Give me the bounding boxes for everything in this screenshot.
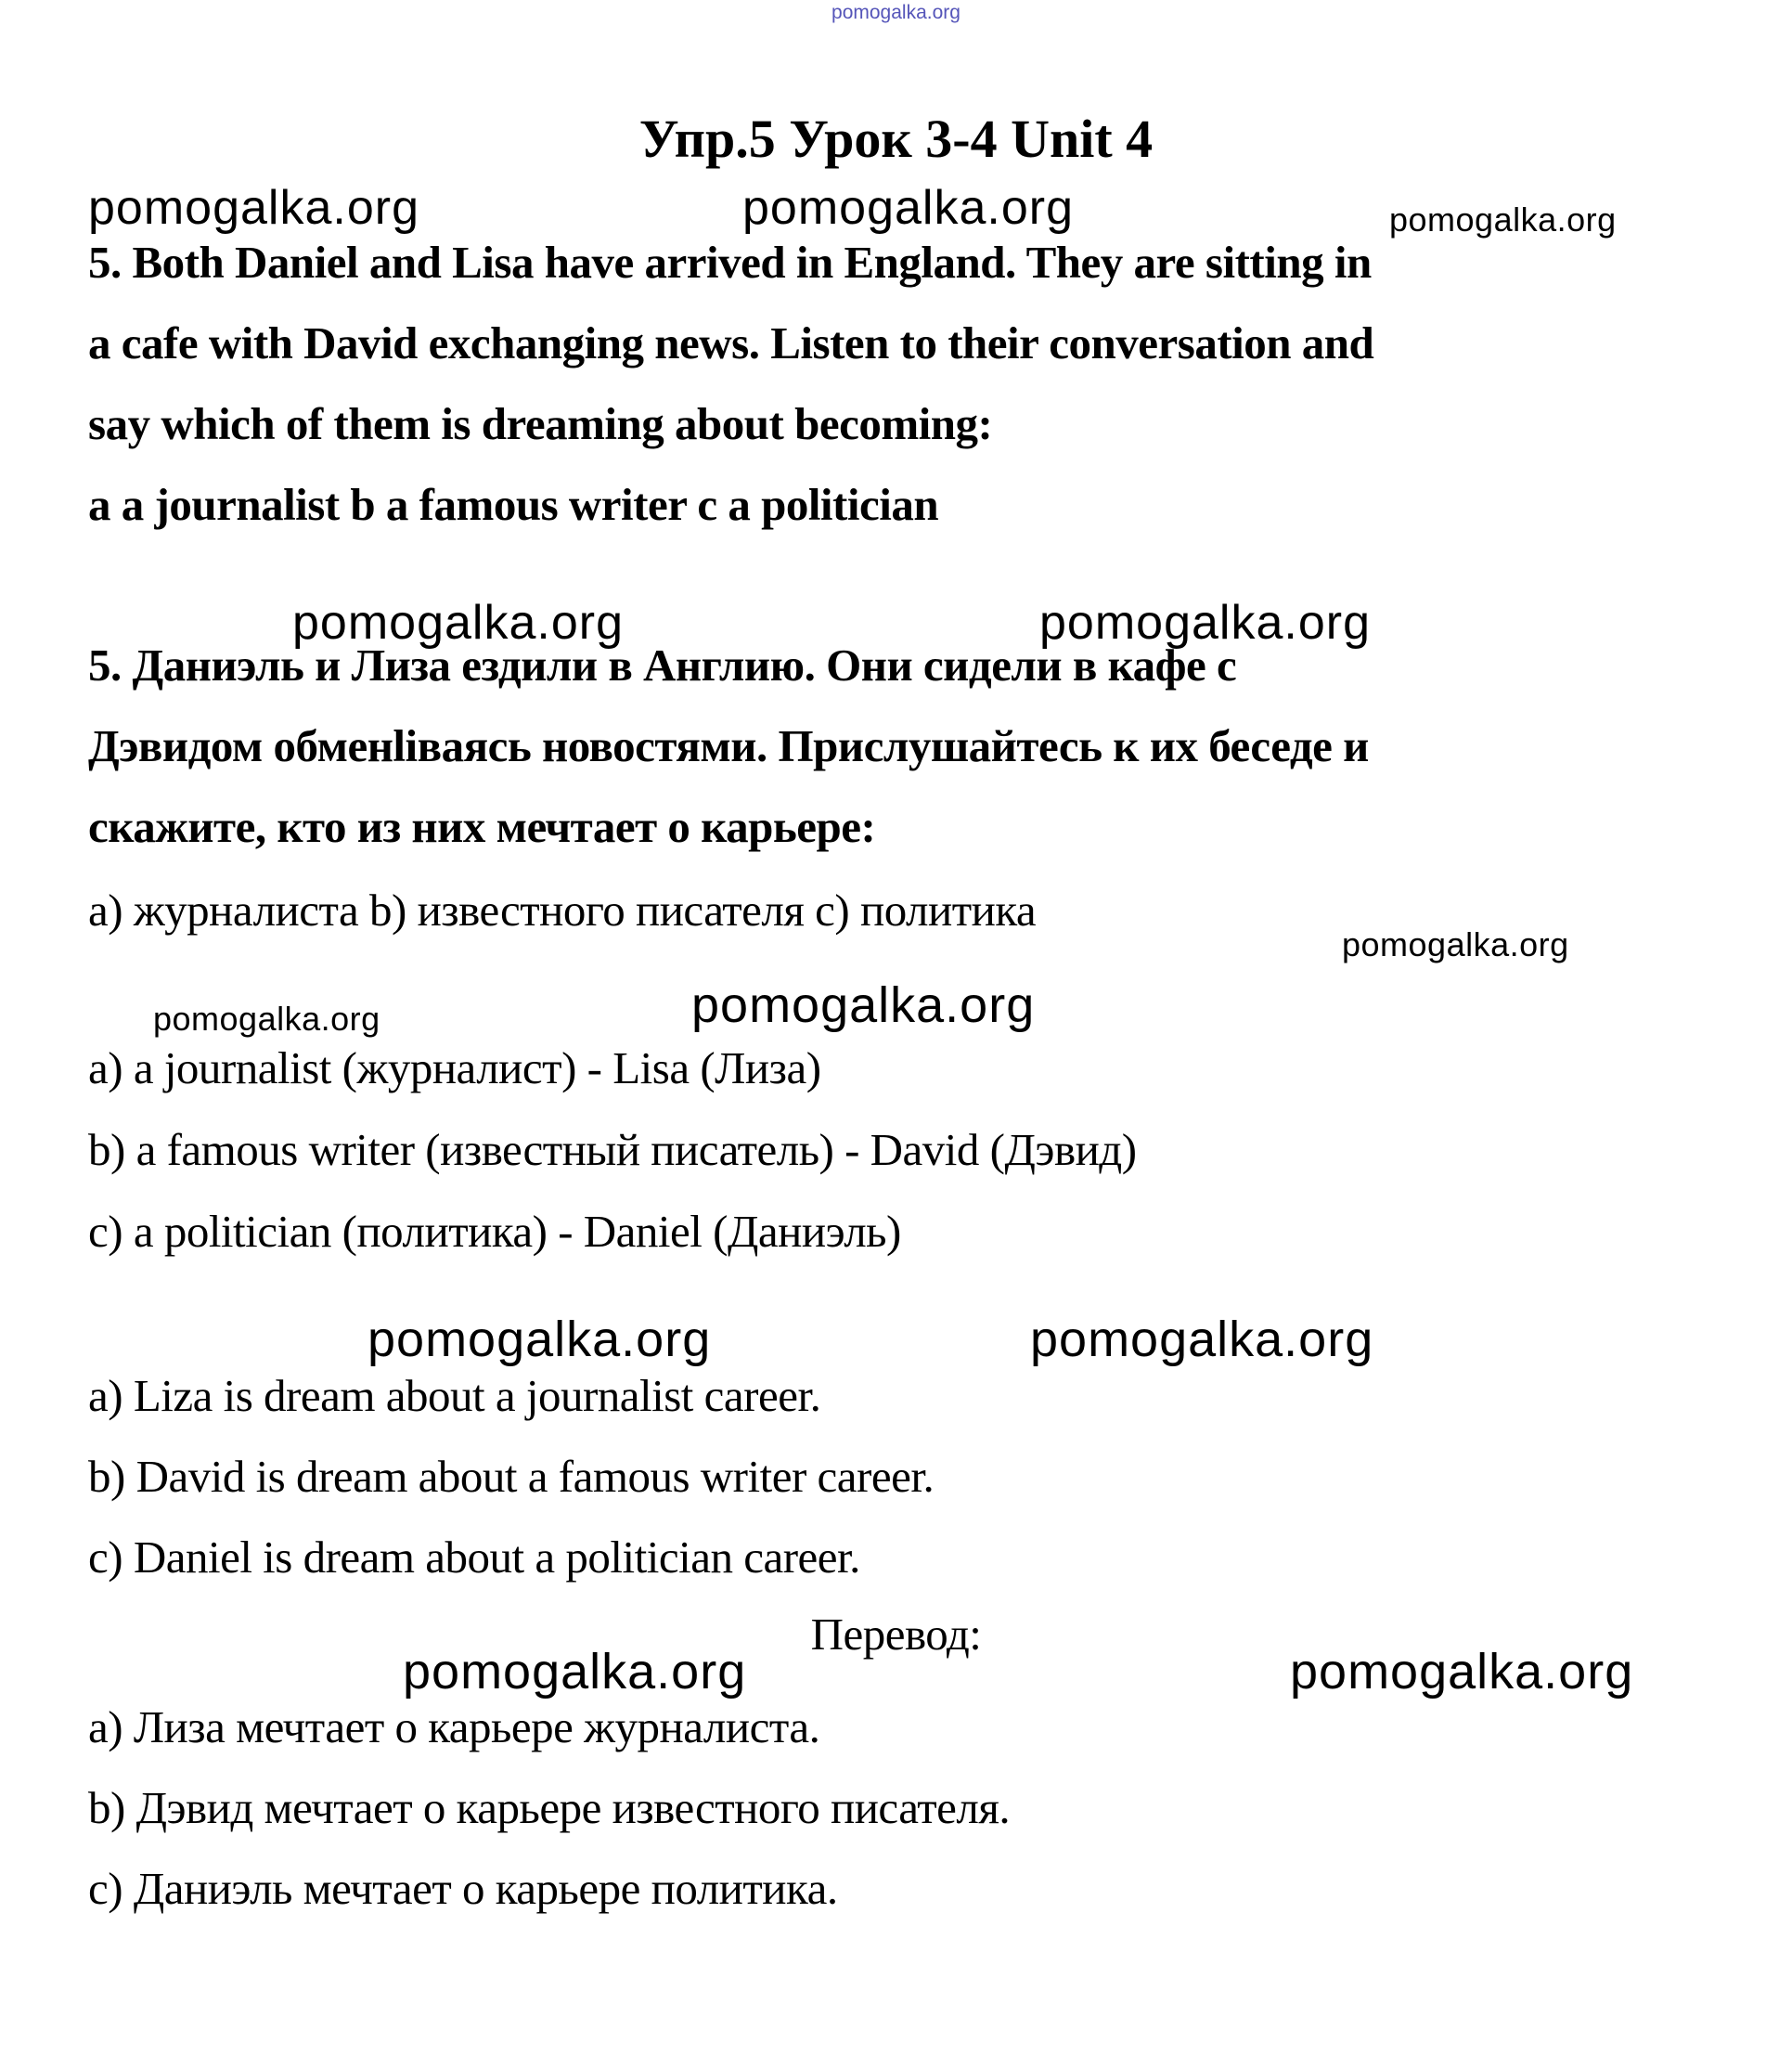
watermark-pomogalka: pomogalka.org <box>691 977 1036 1033</box>
statement-en-b: b) David is dream about a famous writer career. <box>88 1451 935 1502</box>
task-ru-line-1: 5. Даниэль и Лиза ездили в Англию. Они сидели в кафе с <box>88 640 1237 691</box>
statement-en-a: a) Liza is dream about a journalist career. <box>88 1370 821 1421</box>
site-watermark-top: pomogalka.org <box>832 2 960 23</box>
task-ru-options: а) журналиста b) известного писателя c) политика <box>88 885 1037 936</box>
answer-match-a: a) a journalist (журналист) - Lisa (Лиза) <box>88 1042 821 1093</box>
watermark-pomogalka: pomogalka.org <box>403 1644 747 1700</box>
answer-match-b: b) a famous writer (известный писатель) - David (Дэвид) <box>88 1124 1137 1175</box>
statement-ru-b: b) Дэвид мечтает о карьере известного писателя. <box>88 1782 1011 1833</box>
exercise-title: Упр.5 Урок 3-4 Unit 4 <box>638 109 1154 169</box>
statement-en-c: c) Daniel is dream about a politician career. <box>88 1532 860 1583</box>
task-en-line-3: say which of them is dreaming about becoming: <box>88 398 993 449</box>
statement-ru-a: a) Лиза мечтает о карьере журналиста. <box>88 1701 820 1752</box>
watermark-pomogalka: pomogalka.org <box>1389 200 1617 239</box>
watermark-pomogalka: pomogalka.org <box>367 1312 712 1367</box>
task-en-line-1: 5. Both Daniel and Lisa have arrived in England. They are sitting in <box>88 237 1372 288</box>
task-ru-line-3: скажите, кто из них мечтает о карьере: <box>88 801 876 852</box>
watermark-pomogalka: pomogalka.org <box>742 181 1074 235</box>
watermark-pomogalka: pomogalka.org <box>292 596 624 650</box>
translation-heading: Перевод: <box>810 1609 982 1660</box>
watermark-pomogalka: pomogalka.org <box>1290 1644 1634 1700</box>
answer-match-c: c) a politician (политика) - Daniel (Даниэль) <box>88 1206 901 1257</box>
task-ru-line-2: Дэвидом обменliваясь новостями. Прислушайтесь к их беседе и <box>88 720 1369 771</box>
task-en-line-2: a cafe with David exchanging news. Listen to their conversation and <box>88 317 1374 368</box>
statement-ru-c: c) Даниэль мечтает о карьере политика. <box>88 1863 838 1914</box>
watermark-pomogalka: pomogalka.org <box>1039 596 1371 650</box>
watermark-pomogalka: pomogalka.org <box>1030 1312 1374 1367</box>
watermark-pomogalka: pomogalka.org <box>1342 925 1569 963</box>
watermark-pomogalka: pomogalka.org <box>88 181 419 235</box>
task-en-line-4: a a journalist b a famous writer c a politician <box>88 479 939 530</box>
watermark-pomogalka: pomogalka.org <box>153 1000 380 1038</box>
